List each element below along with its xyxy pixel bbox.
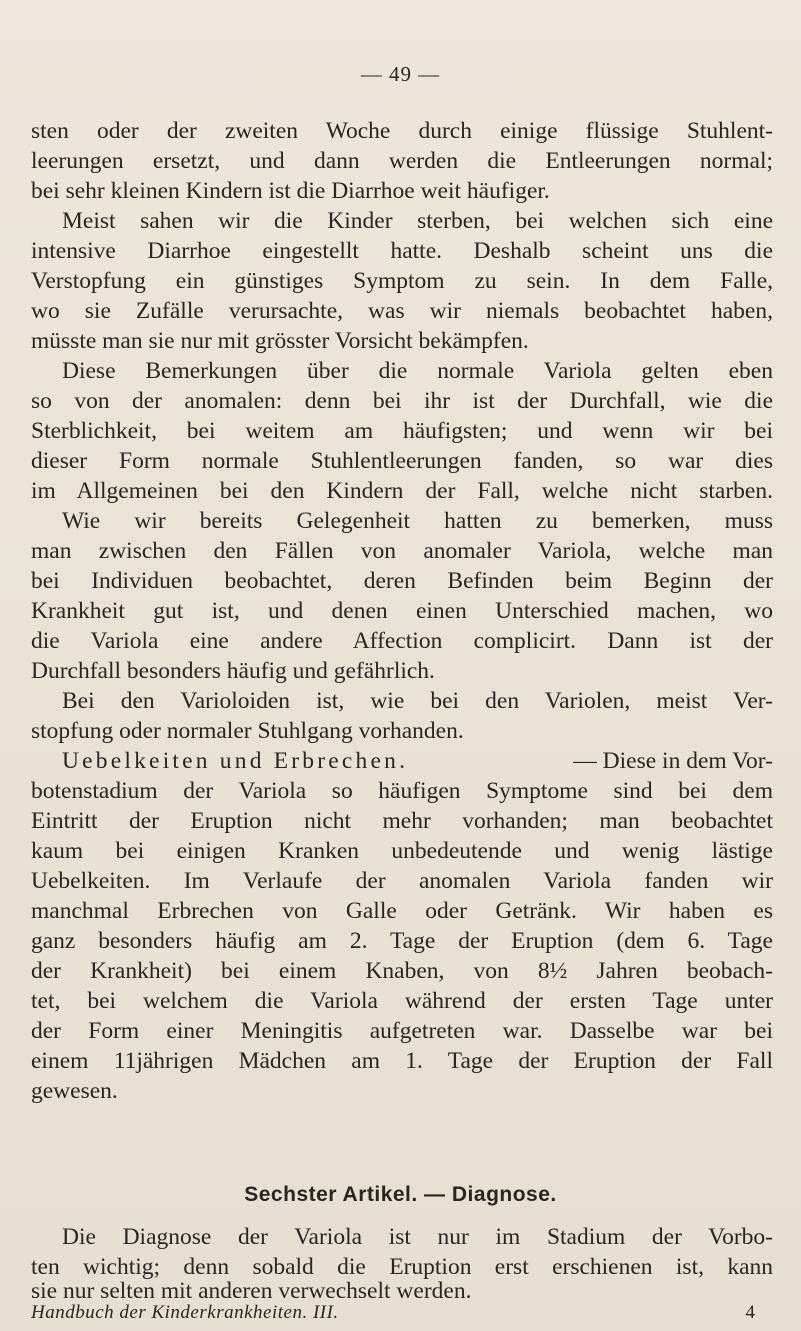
text-line: der Krankheit) bei einem Knaben, von 8½ Jahren beobach-	[31, 958, 773, 984]
paragraph-start-line: Bei den Varioloiden ist, wie bei den Variolen, meist Ver-	[62, 688, 773, 714]
paragraph-start-line: Die Diagnose der Variola ist nur im Stadium der Vorbo-	[62, 1224, 773, 1250]
text-line: botenstadium der Variola so häufigen Symptome sind bei dem	[31, 778, 773, 804]
text-line: im Allgemeinen bei den Kindern der Fall, welche nicht starben.	[31, 478, 773, 504]
text-line: dieser Form normale Stuhlentleerungen fanden, so war dies	[31, 448, 773, 474]
text-fragment: — Diese in dem Vor-	[573, 748, 773, 774]
text-line: Krankheit gut ist, und denen einen Unterschied machen, wo	[31, 598, 773, 624]
text-line: die Variola eine andere Affection complicirt. Dann ist der	[31, 628, 773, 654]
text-line: manchmal Erbrechen von Galle oder Getränk. Wir haben es	[31, 898, 773, 924]
text-line: Verstopfung ein günstiges Symptom zu sein. In dem Falle,	[31, 268, 773, 294]
text-line: tet, bei welchem die Variola während der ersten Tage unter	[31, 988, 773, 1014]
text-line: Sterblichkeit, bei weitem am häufigsten; und wenn wir bei	[31, 418, 773, 444]
text-line: Eintritt der Eruption nicht mehr vorhanden; man beobachtet	[31, 808, 773, 834]
text-line: intensive Diarrhoe eingestellt hatte. Deshalb scheint uns die	[31, 238, 773, 264]
text-line: so von der anomalen: denn bei ihr ist der Durchfall, wie die	[31, 388, 773, 414]
text-line: der Form einer Meningitis aufgetreten war. Dasselbe war bei	[31, 1018, 773, 1044]
paragraph-start-line: Diese Bemerkungen über die normale Variola gelten eben	[62, 358, 773, 384]
paragraph-start-line	[62, 746, 773, 776]
text-line: sten oder der zweiten Woche durch einige flüssige Stuhlent-	[31, 118, 773, 144]
text-line: müsste man sie nur mit grösster Vorsicht bekämpfen.	[31, 328, 529, 354]
page-footer	[31, 1302, 755, 1324]
text-line: kaum bei einigen Kranken unbedeutende und wenig lästige	[31, 838, 773, 864]
paragraph-start-line: Wie wir bereits Gelegenheit hatten zu bemerken, muss	[62, 508, 773, 534]
text-line: einem 11jährigen Mädchen am 1. Tage der Eruption der Fall	[31, 1048, 773, 1074]
text-line: wo sie Zufälle verursachte, was wir niemals beobachtet haben,	[31, 298, 773, 324]
text-line: sie nur selten mit anderen verwechselt werden.	[31, 1278, 472, 1304]
footer-book-title: Handbuch der Kinderkrankheiten. III.	[31, 1302, 339, 1323]
text-line: stopfung oder normaler Stuhlgang vorhanden.	[31, 718, 464, 744]
section-heading: Sechster Artikel. — Diagnose.	[244, 1183, 557, 1206]
text-line: bei Individuen beobachtet, deren Befinden beim Beginn der	[31, 568, 773, 594]
text-line: bei sehr kleinen Kindern ist die Diarrhoe weit häufiger.	[31, 178, 550, 204]
paragraph-start-line: Meist sahen wir die Kinder sterben, bei welchen sich eine	[62, 208, 773, 234]
text-line: ganz besonders häufig am 2. Tage der Eruption (dem 6. Tage	[31, 928, 773, 954]
footer-signature: 4	[745, 1302, 755, 1323]
text-line: Durchfall besonders häufig und gefährlich.	[31, 658, 435, 684]
text-line: gewesen.	[31, 1078, 118, 1104]
text-line: Uebelkeiten. Im Verlaufe der anomalen Variola fanden wir	[31, 868, 773, 894]
text-line: man zwischen den Fällen von anomaler Variola, welche man	[31, 538, 773, 564]
page-number: — 49 —	[360, 62, 441, 86]
spaced-subheading: Uebelkeiten und Erbrechen.	[62, 748, 409, 774]
text-line: leerungen ersetzt, und dann werden die Entleerungen normal;	[31, 148, 773, 174]
text-line: ten wichtig; denn sobald die Eruption erst erschienen ist, kann	[31, 1254, 773, 1280]
